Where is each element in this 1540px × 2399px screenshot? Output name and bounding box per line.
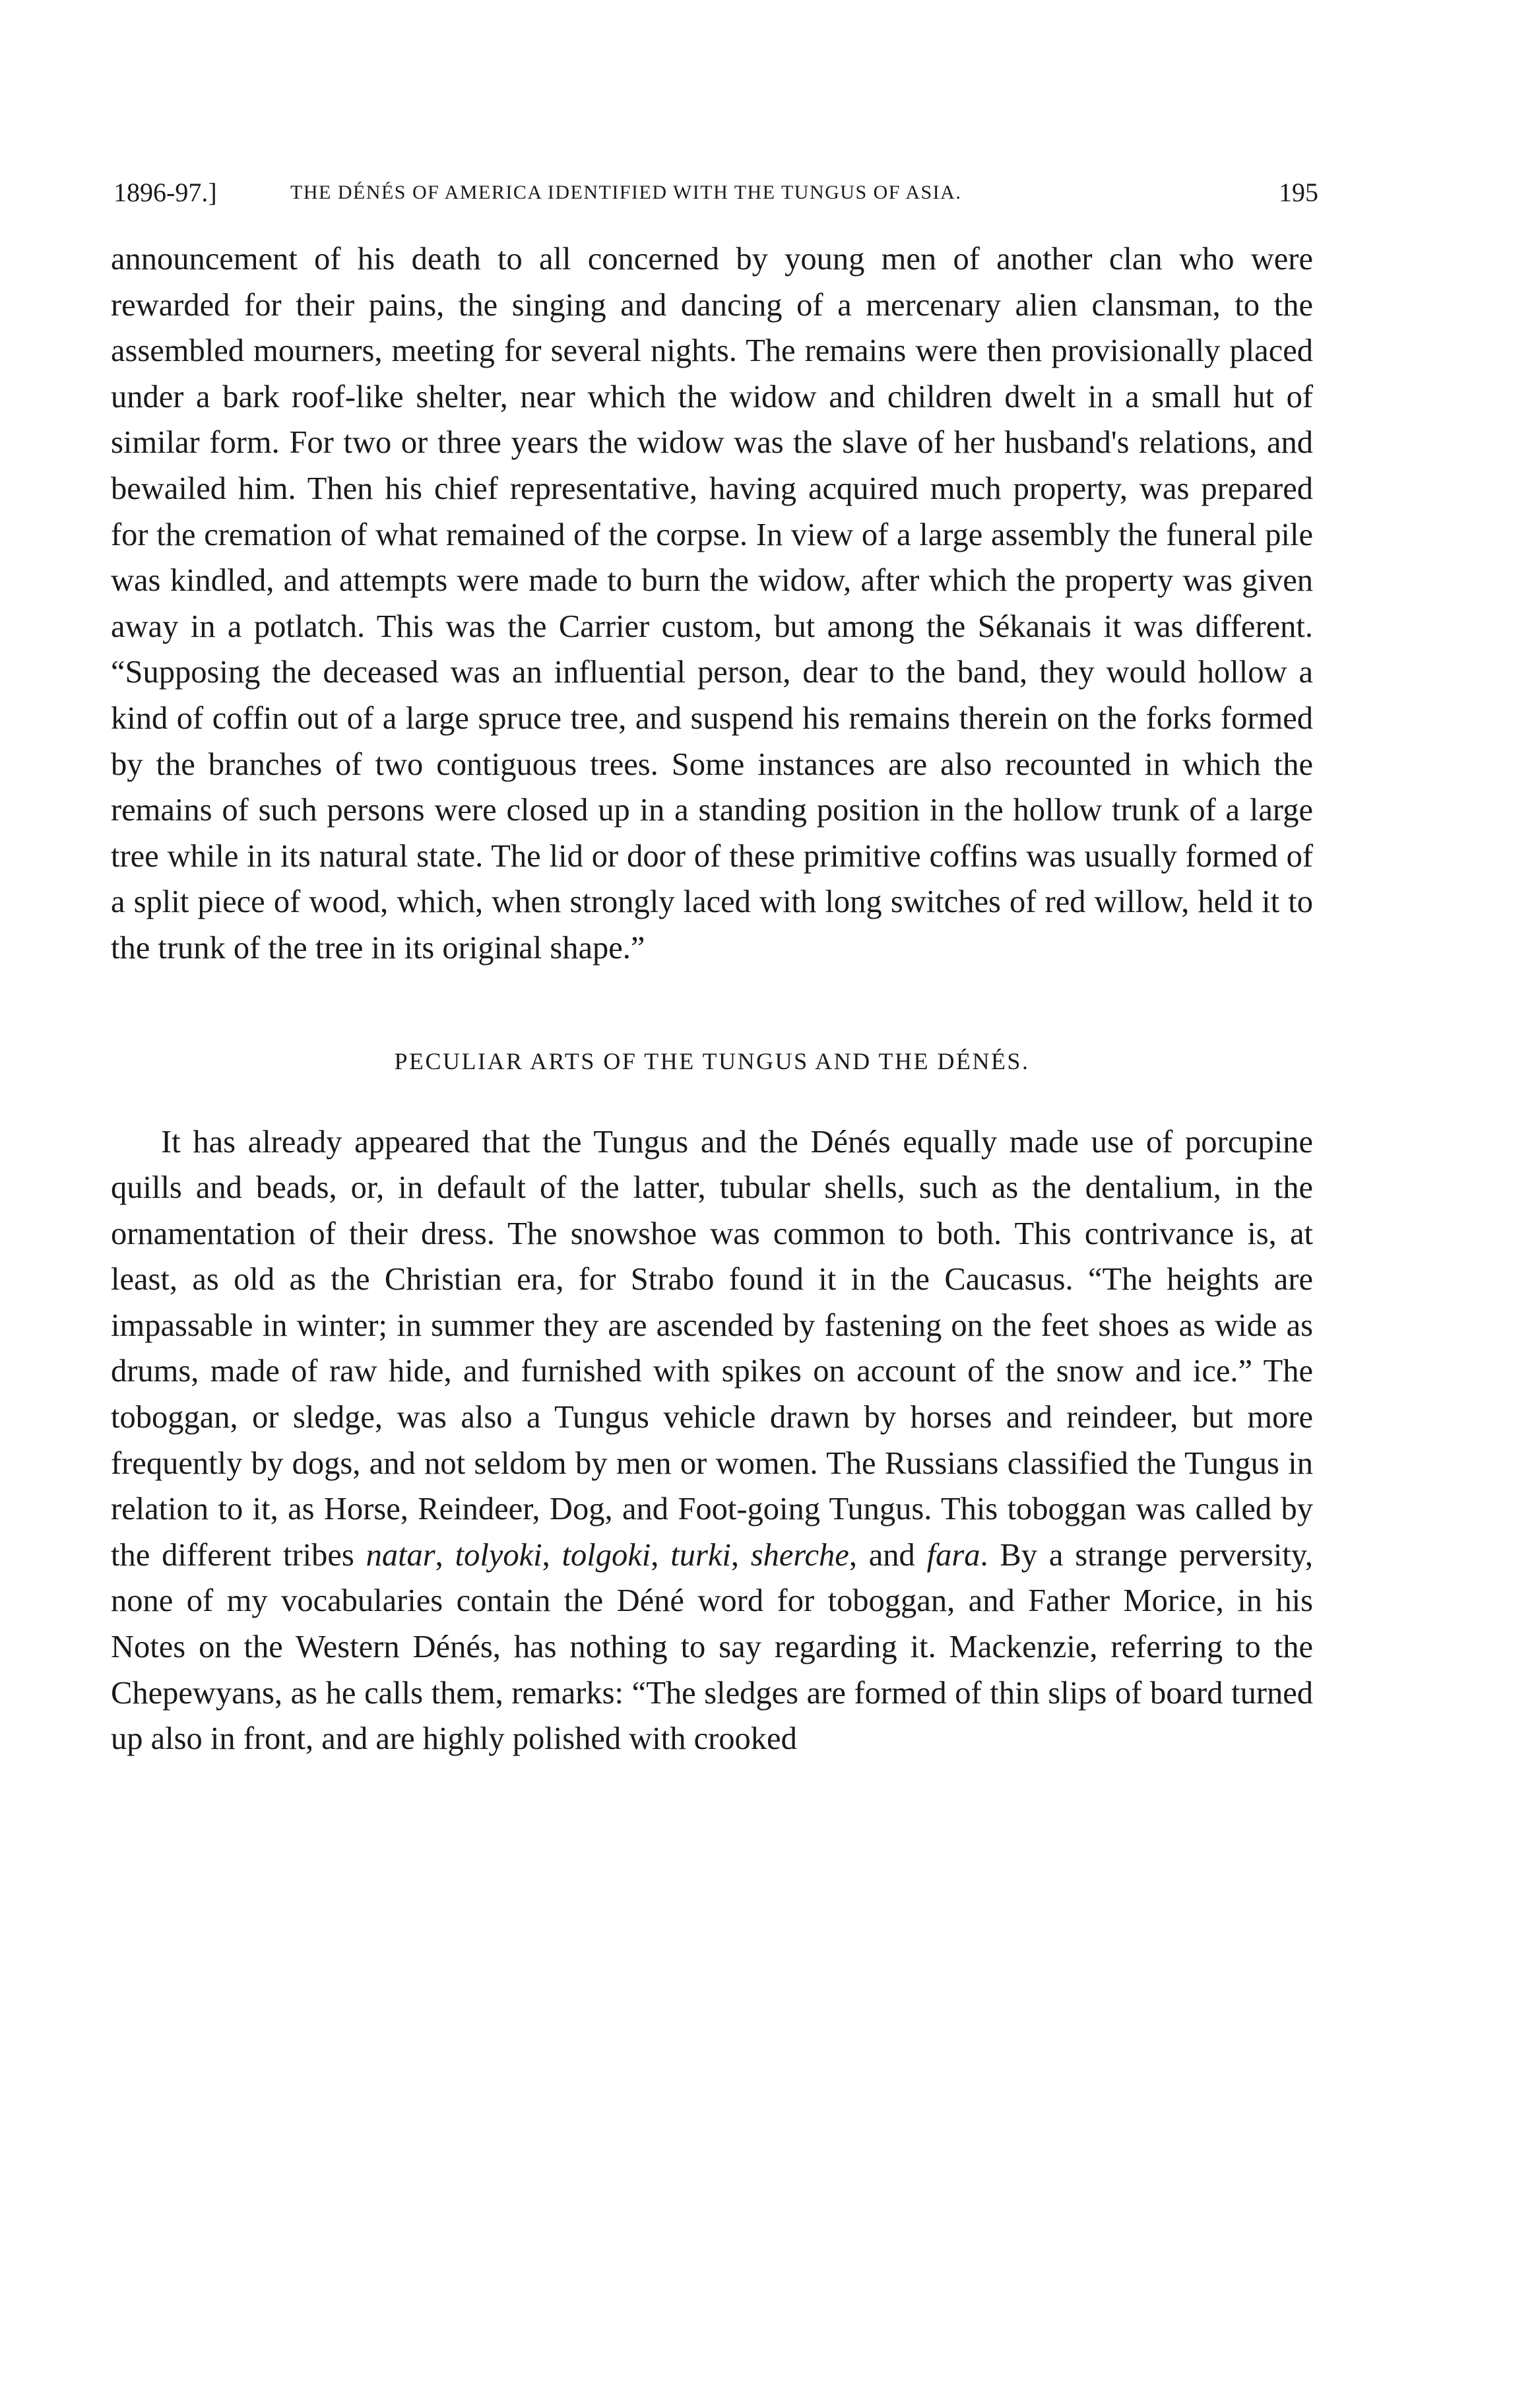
running-head (113, 177, 1318, 209)
paragraph-continued: announcement of his death to all concerned by young men of another clan who were rewarded for their pains, the singing and dancing of a mercenary alien clansman, to the assembled mourners, meeting for several nights. The remains were then provisionally placed under a bark roof-like shelter, near which the widow and children dwelt in a small hut of similar form. For two or three years the widow was the slave of her husband's relations, and bewailed him. Then his chief representative, having acquired much property, was prepared for the cremation of what remained of the corpse. In view of a large assembly the funeral pile was kindled, and attempts were made to burn the widow, after which the property was given away in a potlatch. This was the Carrier custom, but among the Sékanais it was different. “Supposing the deceased was an influential person, dear to the band, they would hollow a kind of coffin out of a large spruce tree, and suspend his remains therein on the forks formed by the branches of two contiguous trees. Some instances are also recounted in which the remains of such persons were closed up in a standing position in the hollow trunk of a large tree while in its natural state. The lid or door of these primitive coffins was usually formed of a split piece of wood, which, when strongly laced with long switches of red willow, held it to the trunk of the tree in its original shape.” (111, 242, 1313, 966)
paragraph-text-end: . By a strange perversity, none of my vocabularies contain the Déné word for toboggan, and Father Morice, in his Notes on the Western Dénés, has nothing to say regarding it. Mackenzie, referring to the Chepewyans, as he calls them, remarks: “The sledges are formed of thin slips of board turned up also in front, and are highly polished with crooked (111, 1537, 1313, 1757)
term-fara: fara (926, 1537, 980, 1573)
term-separator: , (542, 1537, 562, 1573)
running-head-title: THE DÉNÉS OF AMERICA IDENTIFIED WITH THE TUNGUS OF ASIA. (290, 181, 962, 203)
paragraph-text-start: It has already appeared that the Tungus and the Dénés equally made use of porcupine quills and beads, or, in default of the latter, tubular shells, such as the dentalium, in the ornamentation of their dress. The snowshoe was common to both. This contrivance is, at least, as old as the Christian era, for Strabo found it in the Caucasus. “The heights are impassable in winter; in summer they are ascended by fastening on the feet shoes as wide as drums, made of raw hide, and furnished with spikes on account of the snow and ice.” The toboggan, or sledge, was also a Tungus vehicle drawn by horses and reindeer, but more frequently by dogs, and not seldom by men or women. The Russians classified the Tungus in relation to it, as Horse, Reindeer, Dog, and Foot-going Tungus. This toboggan was called by the different tribes (111, 1124, 1313, 1573)
term-separator: , (435, 1537, 455, 1573)
page-number: 195 (1279, 178, 1318, 207)
term-separator: , and (849, 1537, 927, 1573)
term-natar: natar (366, 1537, 435, 1573)
section-heading: PECULIAR ARTS OF THE TUNGUS AND THE DÉNÉS. (394, 1047, 1030, 1074)
running-head-year: 1896-97.] (113, 178, 217, 207)
term-tolgoki: tolgoki (561, 1537, 651, 1573)
body-text (111, 236, 1313, 1762)
term-turki: turki (670, 1537, 731, 1573)
term-separator: , (730, 1537, 751, 1573)
term-separator: , (651, 1537, 671, 1573)
book-page (111, 0, 1321, 2399)
paragraph-peculiar-arts (111, 1119, 1313, 1762)
term-sherche: sherche (750, 1537, 849, 1573)
term-tolyoki: tolyoki (455, 1537, 542, 1573)
